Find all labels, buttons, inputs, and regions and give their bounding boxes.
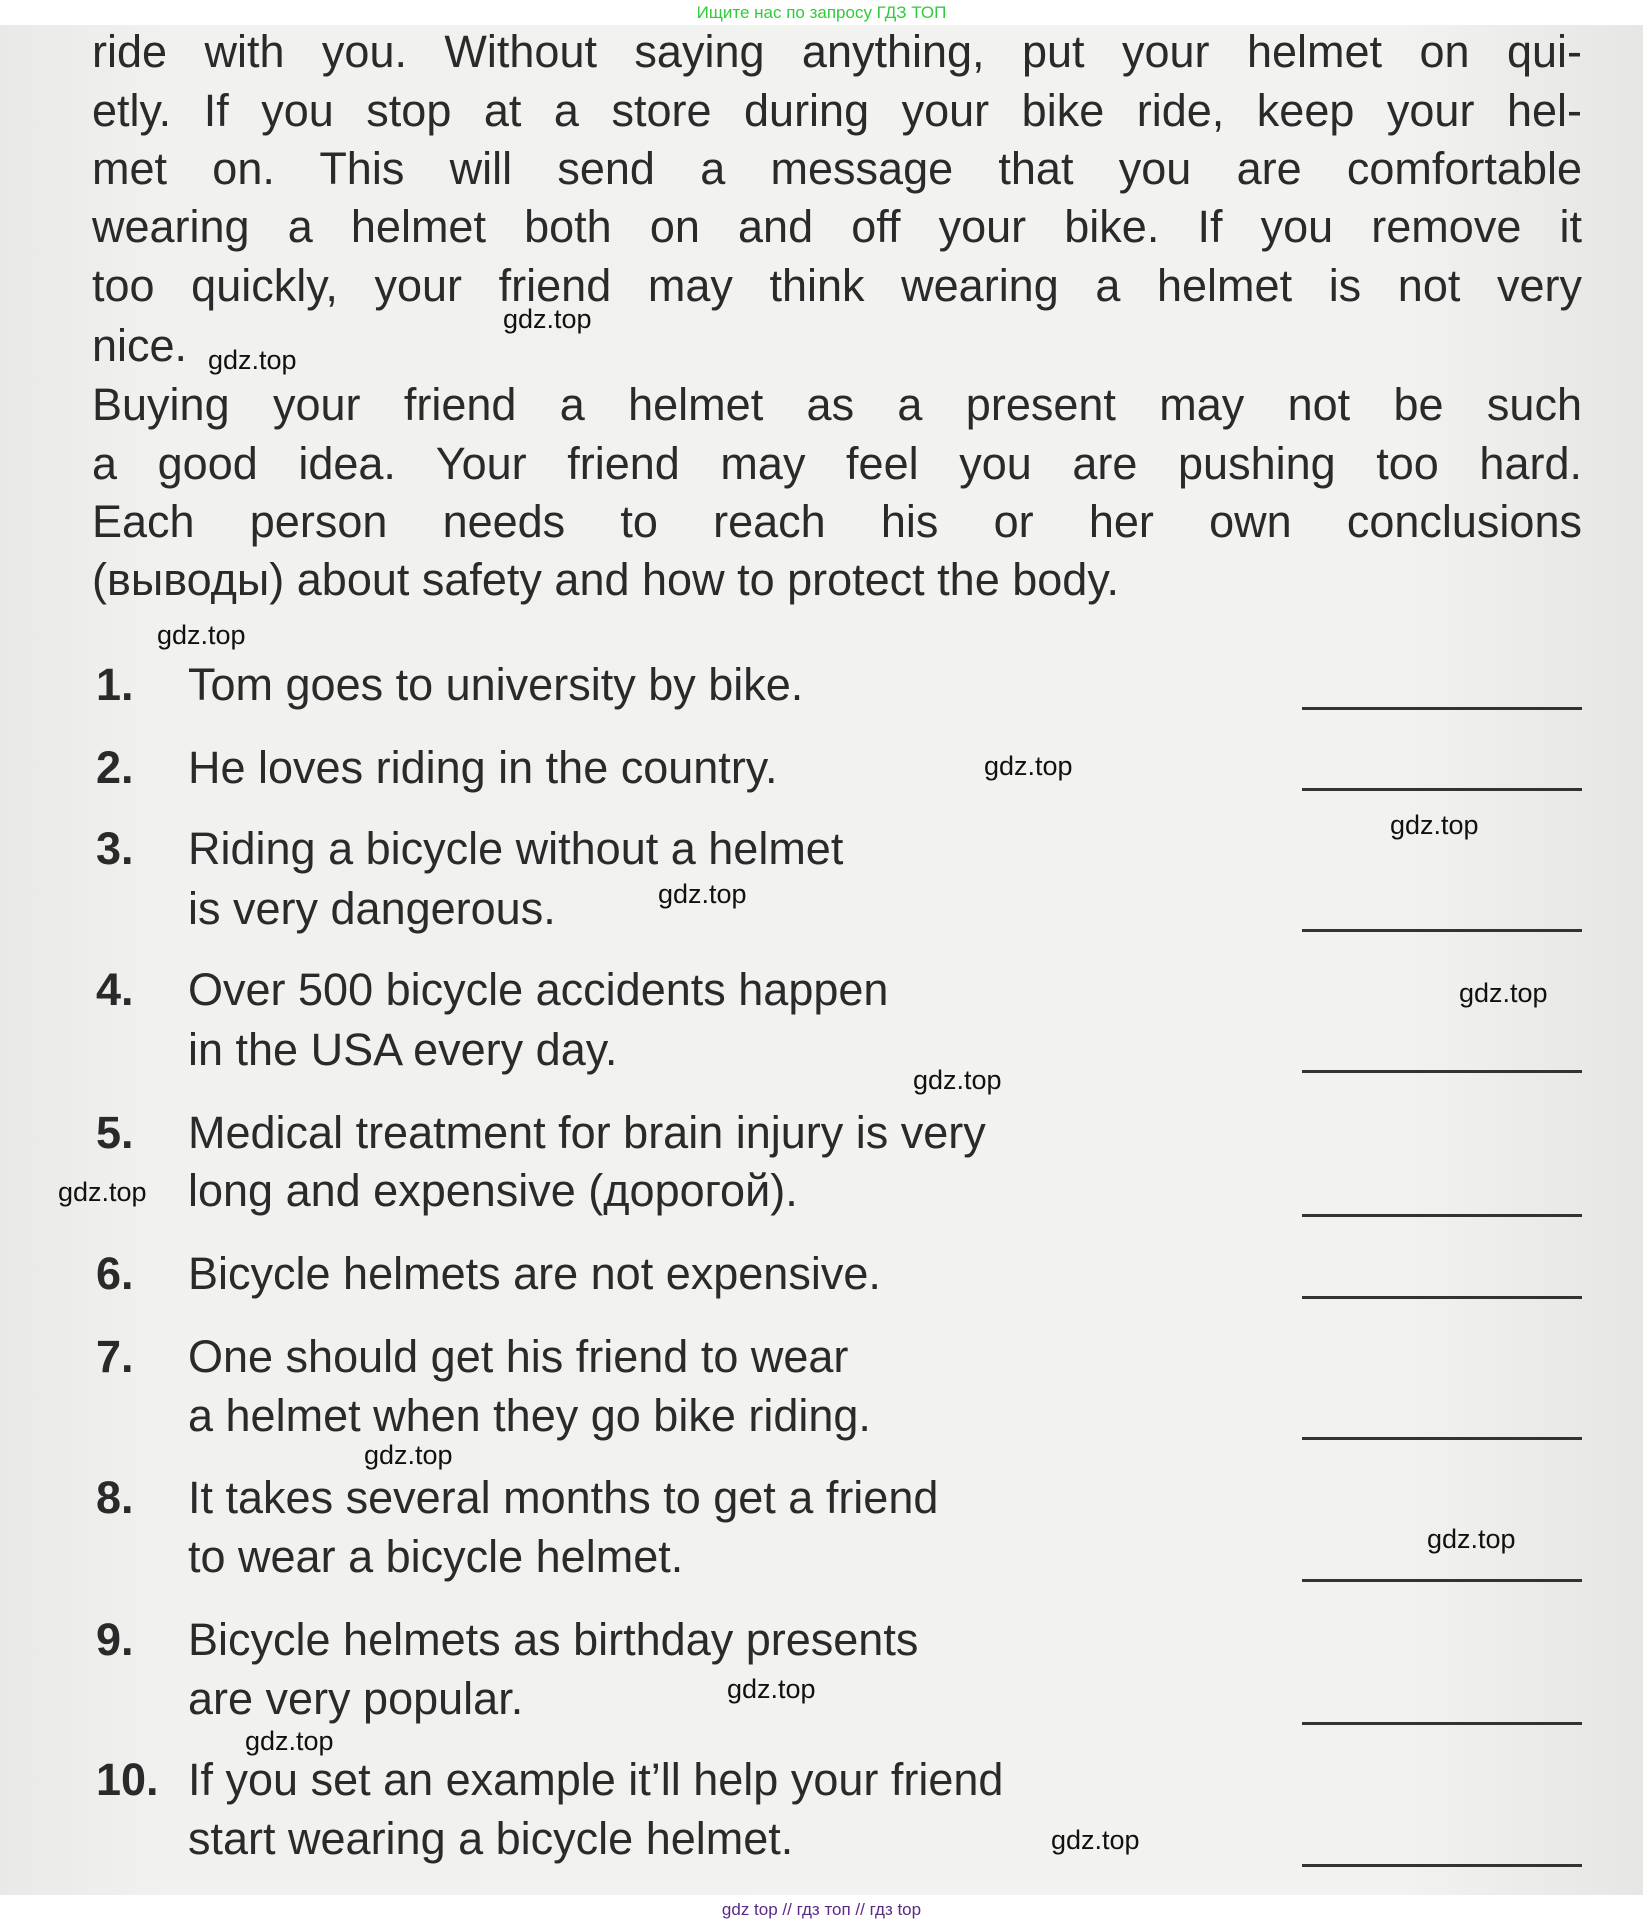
statement-text: Bicycle helmets as birthday presents (188, 1614, 919, 1665)
statement-text: Tom goes to university by bike. (188, 659, 804, 710)
answer-line[interactable] (1302, 1214, 1582, 1217)
statement-text: start wearing a bicycle helmet. (188, 1813, 794, 1864)
answer-line[interactable] (1302, 1864, 1582, 1867)
statement-text: Bicycle helmets are not expensive. (188, 1248, 881, 1299)
statement-text: Medical treatment for brain injury is very (188, 1107, 986, 1158)
watermark-text: gdz.top (503, 304, 592, 334)
answer-line[interactable] (1302, 1437, 1582, 1440)
statement-text: a helmet when they go bike riding. (188, 1390, 871, 1441)
answer-line[interactable] (1302, 707, 1582, 710)
statement-number: 6. (96, 1248, 134, 1299)
watermark-text: gdz.top (1459, 978, 1548, 1008)
statement-number: 2. (96, 742, 134, 793)
statement-text: in the USA every day. (188, 1024, 618, 1075)
statement-text: to wear a bicycle helmet. (188, 1531, 684, 1582)
answer-line[interactable] (1302, 1579, 1582, 1582)
statement-number: 7. (96, 1331, 134, 1382)
paragraph-line: nice. (92, 320, 188, 371)
site-footer: gdz top // гдз топ // гдз top (721, 1900, 922, 1919)
statement-text: It takes several months to get a friend (188, 1472, 939, 1523)
watermark-text: gdz.top (157, 620, 246, 650)
statement-number: 4. (96, 964, 134, 1015)
watermark-text: gdz.top (245, 1726, 334, 1756)
answer-line[interactable] (1302, 929, 1582, 932)
answer-line[interactable] (1302, 788, 1582, 791)
watermark-text: gdz.top (1427, 1524, 1516, 1554)
watermark-text: gdz.top (58, 1177, 147, 1207)
watermark-text: gdz.top (984, 751, 1073, 781)
statement-text: long and expensive (дорогой). (188, 1165, 798, 1216)
paragraph-line: ride with you. Without saying anything, put your helmet on qui- (92, 26, 1582, 77)
watermark-text: gdz.top (913, 1065, 1002, 1095)
statement-number: 10. (96, 1754, 159, 1805)
paragraph-line: too quickly, your friend may think wearing a helmet is not very (92, 260, 1582, 311)
statement-text: Over 500 bicycle accidents happen (188, 964, 889, 1015)
watermark-text: gdz.top (658, 879, 747, 909)
paragraph-line: wearing a helmet both on and off your bike. If you remove it (92, 201, 1582, 252)
paragraph-line: met on. This will send a message that you are comfortable (92, 143, 1582, 194)
paragraph-line: etly. If you stop at a store during your bike ride, keep your hel- (92, 85, 1582, 136)
answer-line[interactable] (1302, 1070, 1582, 1073)
paragraph-line: Buying your friend a helmet as a present may not be such (92, 379, 1582, 430)
statement-number: 5. (96, 1107, 134, 1158)
statement-text: If you set an example it’ll help your friend (188, 1754, 1004, 1805)
statement-text: is very dangerous. (188, 883, 556, 934)
paragraph-line: a good idea. Your friend may feel you are pushing too hard. (92, 438, 1582, 489)
statement-number: 9. (96, 1614, 134, 1665)
statement-number: 8. (96, 1472, 134, 1523)
answer-line[interactable] (1302, 1722, 1582, 1725)
watermark-text: gdz.top (1390, 810, 1479, 840)
watermark-text: gdz.top (1051, 1825, 1140, 1855)
statement-number: 3. (96, 823, 134, 874)
watermark-text: gdz.top (364, 1440, 453, 1470)
watermark-text: gdz.top (208, 345, 297, 375)
paragraph-line: Each person needs to reach his or her own conclusions (92, 496, 1582, 547)
statement-text: He loves riding in the country. (188, 742, 778, 793)
statement-text: One should get his friend to wear (188, 1331, 849, 1382)
statement-text: Riding a bicycle without a helmet (188, 823, 844, 874)
answer-line[interactable] (1302, 1296, 1582, 1299)
statement-number: 1. (96, 659, 134, 710)
watermark-text: gdz.top (727, 1674, 816, 1704)
statement-text: are very popular. (188, 1673, 524, 1724)
paragraph-line: (выводы) about safety and how to protect the body. (92, 554, 1119, 605)
site-banner: Ищите нас по запросу ГДЗ ТОП (696, 3, 947, 22)
